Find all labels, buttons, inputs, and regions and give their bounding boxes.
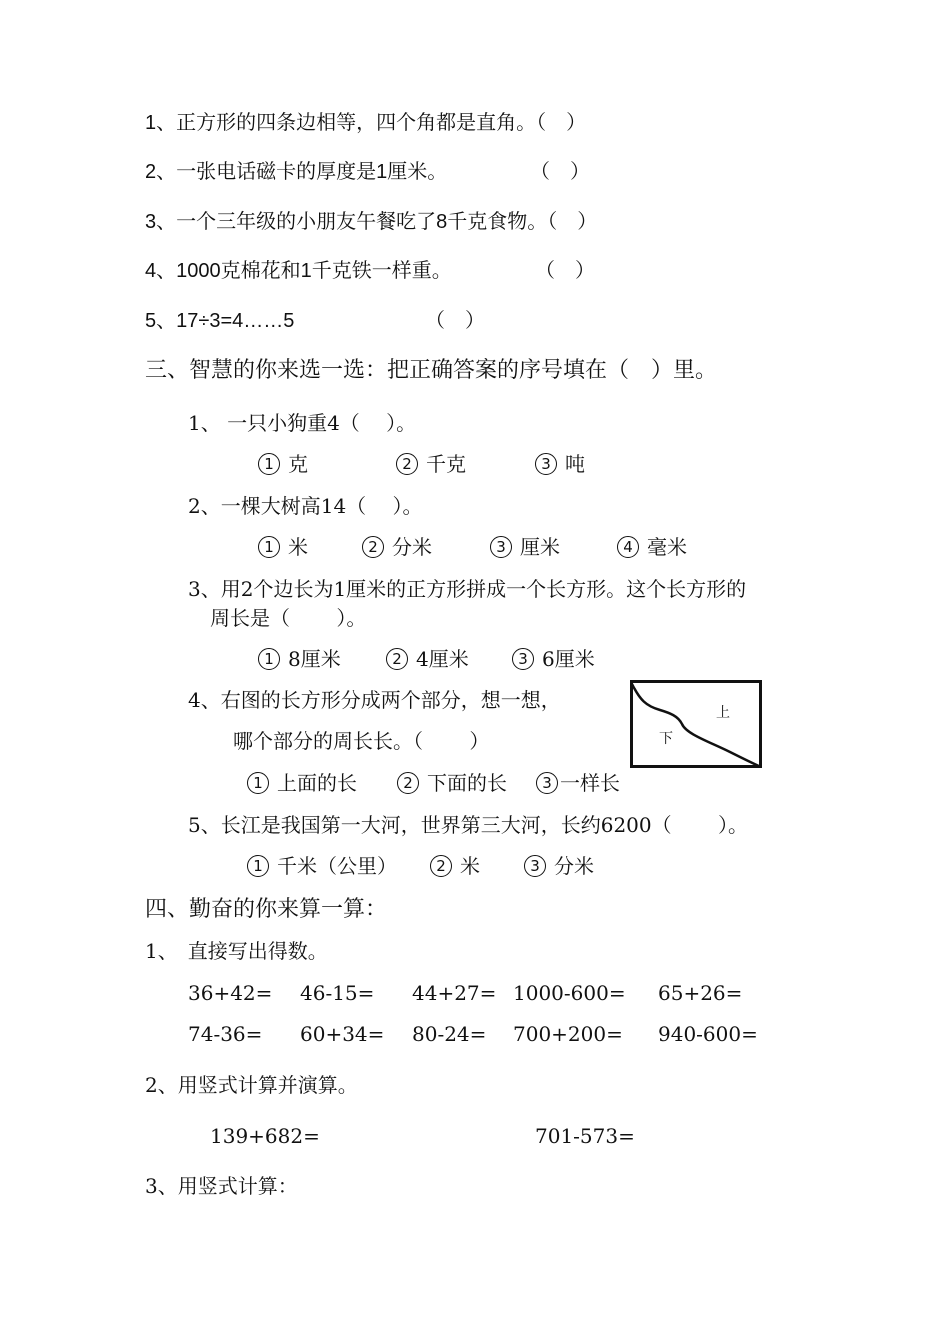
mental-calc: 60+34=: [300, 1022, 385, 1046]
circle-num-2: 2: [430, 855, 452, 877]
option-label: 米: [460, 854, 480, 878]
option-label: 4厘米: [416, 647, 469, 671]
option-label: 千米（公里）: [277, 854, 397, 878]
judge-item-4: 4、1000克棉花和1千克铁一样重。: [145, 260, 452, 282]
divided-rectangle-figure: [630, 680, 762, 768]
judge-item-5: 5、17÷3=4……5: [145, 310, 295, 332]
option-label: 下面的长: [427, 771, 507, 795]
mental-calc: 44+27=: [412, 981, 497, 1005]
judge-paren-4: （ ）: [535, 260, 595, 282]
mental-calc: 700+200=: [513, 1022, 623, 1046]
choice-q1-opt2: [396, 454, 466, 477]
choice-q3-opt3: [512, 649, 595, 672]
label-top: 上: [716, 705, 730, 721]
judge-paren-2: （ ）: [530, 161, 590, 183]
choice-q2-opt2: [362, 537, 432, 560]
choice-q5-opt2: [430, 856, 480, 879]
circle-num-3: 3: [512, 648, 534, 670]
mental-calc: 65+26=: [658, 981, 743, 1005]
circle-num-2: 2: [397, 772, 419, 794]
choice-q4-opt3: [536, 773, 620, 796]
judge-item-3: 3、一个三年级的小朋友午餐吃了8千克食物。（ ）: [145, 211, 598, 233]
choice-q4-opt2: [397, 773, 507, 796]
circle-num-1: 1: [258, 536, 280, 558]
option-label: 厘米: [520, 535, 560, 559]
option-label: 8厘米: [288, 647, 341, 671]
option-label: 分米: [554, 854, 594, 878]
choice-q5-opt1: [247, 856, 397, 879]
circle-num-1: 1: [247, 855, 269, 877]
choice-q4-line2: 哪个部分的周长长。（ ）: [233, 729, 490, 753]
label-bottom: 下: [659, 731, 673, 747]
option-label: 千克: [426, 452, 466, 476]
choice-q3-line2: 周长是（ ）。: [210, 606, 367, 630]
judge-item-2: 2、一张电话磁卡的厚度是1厘米。: [145, 161, 448, 183]
choice-q1-opt3: [535, 454, 585, 477]
circle-num-2: 2: [386, 648, 408, 670]
rectangle-outline: [632, 682, 761, 767]
circle-num-1: 1: [258, 453, 280, 475]
choice-q5: 5、长江是我国第一大河，世界第三大河，长约6200（ ）。: [188, 813, 748, 837]
choice-q4-line1: 4、右图的长方形分成两个部分，想一想，: [188, 688, 561, 712]
mental-calc: 80-24=: [412, 1022, 487, 1046]
circle-num-1: 1: [247, 772, 269, 794]
choice-q1: 1、 一只小狗重4（ ）。: [188, 411, 417, 435]
mental-calc: 46-15=: [300, 981, 375, 1005]
circle-num-4: 4: [617, 536, 639, 558]
judge-paren-5: （ ）: [425, 310, 485, 332]
circle-num-1: 1: [258, 648, 280, 670]
option-label: 吨: [565, 452, 585, 476]
option-label: 分米: [392, 535, 432, 559]
vertical-calc: 701-573=: [535, 1124, 635, 1148]
option-label: 一样长: [560, 771, 620, 795]
choice-q3-line1: 3、用2个边长为1厘米的正方形拼成一个长方形。这个长方形的: [188, 577, 747, 601]
calc-sub3: 3、用竖式计算：: [145, 1174, 298, 1198]
calc-sub1: 1、 直接写出得数。: [145, 939, 328, 963]
section-4-title: 四、勤奋的你来算一算：: [145, 897, 388, 922]
choice-q2-opt4: [617, 537, 687, 560]
mental-calc: 940-600=: [658, 1022, 758, 1046]
choice-q3-opt2: [386, 649, 469, 672]
choice-q1-opt1: [258, 454, 308, 477]
section-3-title: 三、智慧的你来选一选：把正确答案的序号填在（ ）里。: [145, 358, 718, 383]
circle-num-3: 3: [536, 772, 558, 794]
choice-q2-opt1: [258, 537, 308, 560]
option-label: 米: [288, 535, 308, 559]
calc-sub2: 2、用竖式计算并演算。: [145, 1073, 358, 1097]
circle-num-3: 3: [490, 536, 512, 558]
option-label: 6厘米: [542, 647, 595, 671]
judge-item-1: 1、正方形的四条边相等，四个角都是直角。（ ）: [145, 112, 587, 134]
circle-num-3: 3: [524, 855, 546, 877]
divider-curve: [632, 684, 761, 767]
choice-q3-opt1: [258, 649, 341, 672]
mental-calc: 1000-600=: [513, 981, 626, 1005]
circle-num-3: 3: [535, 453, 557, 475]
choice-q2-opt3: [490, 537, 560, 560]
circle-num-2: 2: [396, 453, 418, 475]
choice-q5-opt3: [524, 856, 594, 879]
option-label: 上面的长: [277, 771, 357, 795]
mental-calc: 74-36=: [188, 1022, 263, 1046]
vertical-calc: 139+682=: [210, 1124, 320, 1148]
mental-calc: 36+42=: [188, 981, 273, 1005]
option-label: 克: [288, 452, 308, 476]
option-label: 毫米: [647, 535, 687, 559]
choice-q2: 2、一棵大树高14（ ）。: [188, 494, 423, 518]
choice-q4-opt1: [247, 773, 357, 796]
circle-num-2: 2: [362, 536, 384, 558]
